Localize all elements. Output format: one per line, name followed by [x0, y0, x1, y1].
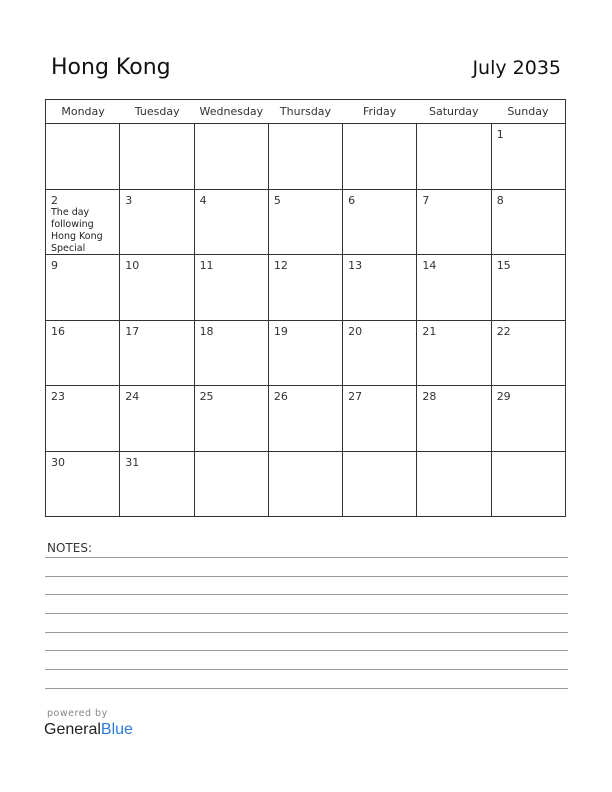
weekday-saturday: Saturday	[428, 105, 479, 118]
day-number: 29	[496, 390, 511, 403]
calendar-day-cell	[120, 321, 194, 386]
note-line	[45, 688, 568, 689]
calendar-week-row	[46, 190, 565, 256]
calendar-grid	[45, 99, 566, 517]
day-number: 24	[125, 390, 140, 403]
calendar-day-cell	[343, 255, 417, 320]
day-number: 23	[51, 390, 65, 403]
calendar-day-cell	[195, 190, 269, 255]
note-line	[45, 669, 568, 670]
calendar-day-cell	[492, 321, 565, 386]
day-number: 14	[422, 259, 437, 272]
calendar-day-cell	[120, 190, 194, 255]
holiday-event: The day following Hong Kong Special	[51, 206, 103, 254]
calendar-day-cell	[120, 255, 194, 320]
calendar-day-cell	[46, 452, 120, 518]
weekday-tuesday: Tuesday	[134, 105, 180, 118]
day-number: 26	[273, 390, 288, 403]
calendar-day-cell	[343, 321, 417, 386]
calendar-day-cell	[343, 386, 417, 451]
day-number: 15	[496, 259, 511, 272]
generalblue-logo[interactable]	[44, 721, 133, 739]
day-number: 1	[496, 128, 504, 141]
note-line	[45, 632, 568, 633]
day-number: 30	[51, 455, 65, 469]
calendar-day-cell	[46, 124, 120, 189]
calendar-day-cell	[46, 321, 120, 386]
calendar-weeks	[46, 124, 565, 517]
day-number: 4	[199, 193, 207, 207]
calendar-day-cell	[120, 386, 194, 451]
day-number: 8	[496, 193, 504, 207]
calendar-day-cell	[343, 452, 417, 518]
weekday-thursday: Thursday	[279, 105, 332, 118]
day-number: 19	[273, 324, 288, 338]
day-number: 12	[273, 259, 288, 272]
note-line	[45, 594, 568, 595]
day-number: 16	[51, 324, 65, 338]
day-number: 28	[422, 390, 437, 403]
day-number: 27	[348, 390, 363, 403]
calendar-day-cell	[120, 124, 194, 189]
weekday-sunday: Sunday	[507, 105, 549, 118]
calendar-day-cell	[417, 255, 491, 320]
day-number: 25	[199, 390, 214, 403]
calendar-day-cell	[417, 190, 491, 255]
day-number: 13	[348, 259, 363, 272]
day-number: 17	[125, 324, 140, 338]
calendar-week-row	[46, 452, 565, 518]
calendar-day-cell	[269, 255, 343, 320]
calendar-day-cell	[492, 452, 565, 518]
calendar-day-cell	[46, 386, 120, 451]
calendar-day-cell	[492, 255, 565, 320]
brand-blue: Blue	[100, 721, 133, 738]
note-line	[45, 576, 568, 577]
calendar-day-cell	[195, 452, 269, 518]
weekday-header-row	[46, 100, 565, 124]
day-number: 5	[273, 193, 281, 207]
weekday-monday: Monday	[61, 105, 105, 118]
brand-general: General	[44, 721, 101, 738]
calendar-day-cell	[195, 255, 269, 320]
calendar-day-cell	[269, 452, 343, 518]
calendar-day-cell	[46, 255, 120, 320]
day-number: 6	[348, 193, 356, 207]
calendar-day-cell	[417, 452, 491, 518]
day-number: 7	[422, 193, 430, 207]
calendar-day-cell	[269, 190, 343, 255]
note-line	[45, 557, 568, 558]
note-line	[45, 650, 568, 651]
calendar-day-cell	[343, 190, 417, 255]
weekday-wednesday: Wednesday	[199, 105, 264, 118]
calendar-day-cell	[417, 124, 491, 189]
note-line	[45, 613, 568, 614]
calendar-country-title: Hong Kong	[51, 55, 171, 80]
day-number: 3	[125, 193, 133, 207]
calendar-day-cell	[269, 386, 343, 451]
calendar-day-cell	[492, 386, 565, 451]
day-number: 21	[422, 324, 437, 338]
calendar-day-cell	[417, 386, 491, 451]
calendar-day-cell	[417, 321, 491, 386]
day-number: 2	[51, 193, 58, 207]
calendar-month-year: July 2035	[472, 57, 561, 79]
calendar-day-cell	[46, 190, 120, 255]
day-number: 22	[496, 324, 511, 338]
day-number: 18	[199, 324, 214, 338]
powered-by-text: powered by	[47, 708, 108, 719]
calendar-week-row	[46, 124, 565, 190]
calendar-day-cell	[343, 124, 417, 189]
day-number: 11	[199, 259, 214, 272]
calendar-week-row	[46, 255, 565, 321]
calendar-week-row	[46, 321, 565, 387]
day-number: 31	[125, 455, 140, 469]
notes-label: NOTES:	[47, 541, 92, 555]
calendar-day-cell	[195, 321, 269, 386]
calendar-day-cell	[269, 321, 343, 386]
day-number: 20	[348, 324, 363, 338]
calendar-day-cell	[195, 124, 269, 189]
calendar-day-cell	[120, 452, 194, 518]
day-number: 10	[125, 259, 140, 272]
calendar-day-cell	[492, 190, 565, 255]
calendar-day-cell	[492, 124, 565, 189]
calendar-day-cell	[195, 386, 269, 451]
calendar-day-cell	[269, 124, 343, 189]
weekday-friday: Friday	[362, 105, 397, 118]
calendar-week-row	[46, 386, 565, 452]
day-number: 9	[51, 259, 58, 272]
